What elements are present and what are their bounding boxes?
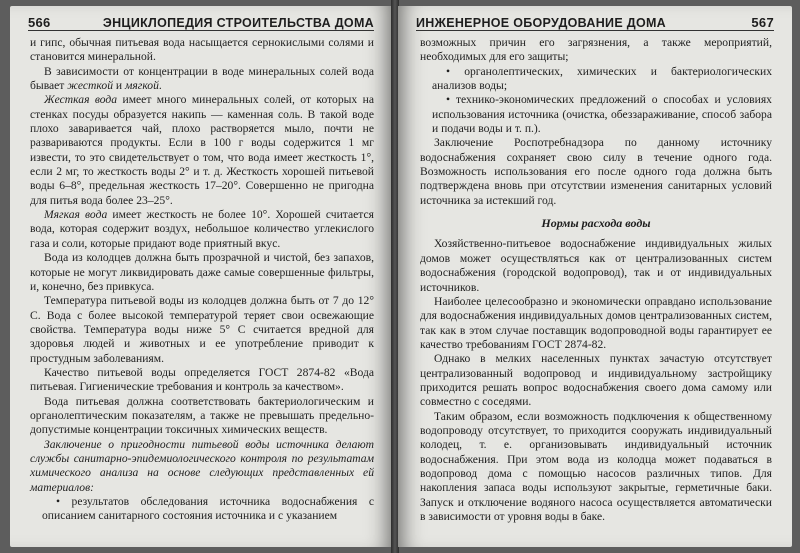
left-running-title: ЭНЦИКЛОПЕДИЯ СТРОИТЕЛЬСТВА ДОМА [102, 16, 374, 30]
section-heading: Нормы расхода воды [541, 216, 651, 231]
paragraph: Мягкая вода имеет жесткость не более 10°. Хорошей считается вода, которая содержит воздух, небольшое количество углекислого газа и соли, которые придают воде приятный вкус. [30, 208, 374, 250]
term-hard-water: Жесткая вода [44, 93, 118, 107]
left-page-number: 566 [28, 15, 51, 30]
paragraph: Заключение Роспотребнадзора по данному источнику водоснабжения сохраняет свою силу в течение одного года. Возможность использования его после одного года должна быть подтверждена вновь при отсутствии изменения санитарных условий источника за истекший год. [420, 136, 772, 207]
term-soft-water: Мягкая вода [44, 208, 108, 222]
paragraph: Вода питьевая должна соответствовать бактериологическим и органолептическим показателям, а также не превышать предельно-допустимые концентрации токсичных химических веществ. [30, 394, 374, 437]
paragraph: Однако в мелких населенных пунктах зачастую отсутствует централизованный водопровод и индивидуальному застройщику приходится решать вопрос водоснабжения своего дома самому или совместно с соседями. [420, 352, 772, 409]
paragraph: Качество питьевой воды определяется ГОСТ 2874-82 «Вода питьевая. Гигиенические требования и контроль за качеством». [30, 365, 374, 394]
paragraph: Вода из колодцев должна быть прозрачной и чистой, без запахов, которые не могут ликвидировать даже самые совершенные фильтры, и, конечно, без привкуса. [30, 251, 374, 293]
right-page-text [420, 36, 772, 543]
right-page-header [416, 12, 774, 31]
paragraph: возможных причин его загрязнения, а также мероприятий, необходимых для его защиты; [420, 36, 772, 64]
bullet-item: • результатов обследования источника водоснабжения с описанием санитарного состояния источника и с указанием [30, 495, 374, 524]
paragraph: Жесткая вода имеет много минеральных солей, от которых на стенках посуды образуется накипь — каменная соль. В такой воде плохо заваривается чай, плохо растворяется мыло, почти не развариваются продукты. Если в 100 г воды содержится 1 мг извести, то это свидетельствует о том, что вода имеет жесткость 1°, если 2 мг, то жесткость воды 2° и т. д. Жесткость хорошей питьевой воды 6–8°, предельная жесткость 17–20°. Совершенно не пригодна для питья вода более 23–25°. [30, 93, 374, 207]
paragraph: Температура питьевой воды из колодцев должна быть от 7 до 12° С. Вода с более высокой температурой теряет свои освежающие свойства. Температура воды ниже 5° С считается вредной для здоровья людей и животных и ее употребление приводит к простудным заболеваниям. [30, 294, 374, 365]
paragraph: Наиболее целесообразно и экономически оправдано использование для водоснабжения индивидуальных домов централизованных систем, так как в этом случае поставщик водопроводной воды гарантирует ее качество требованиям ГОСТ 2874-82. [420, 294, 772, 351]
paragraph: В зависимости от концентрации в воде минеральных солей вода бывает жесткой и мягкой. [30, 64, 374, 93]
bullet-item: • технико-экономических предложений о способах и условиях использования источника (очистка, обеззараживание, способ забора и подачи воды и т. п.). [420, 93, 772, 136]
left-page [10, 6, 392, 547]
paragraph: Таким образом, если возможность подключения к общественному водопроводу отсутствует, то приходится сооружать индивидуальный колодец, т. е. организовывать индивидуальный источник водоснабжения. При этом вода из колодца может подаваться в водопровод дома с помощью насосов различных типов. Для накопления запаса воды используют закрытые, герметичные баки. Запуск и отключение водяного насоса осуществляется автоматически в зависимости от уровня воды в баке. [420, 409, 772, 523]
term-soft: мягкой [125, 79, 159, 93]
paragraph: Хозяйственно-питьевое водоснабжение индивидуальных жилых домов может осуществляться как от централизованных систем водоснабжения (городской водопровод), так и от индивидуальных источников. [420, 237, 772, 294]
right-page-number: 567 [751, 15, 774, 30]
bullet-item: • органолептических, химических и бактериологических анализов воды; [420, 65, 772, 94]
paragraph: и гипс, обычная питьевая вода насыщается сернокислыми солями и становится минеральной. [30, 36, 374, 64]
left-page-header [28, 12, 374, 31]
right-page [398, 6, 792, 547]
left-page-text [30, 36, 374, 543]
term-hard: жесткой [67, 79, 113, 93]
right-running-title: ИНЖЕНЕРНОЕ ОБОРУДОВАНИЕ ДОМА [416, 16, 667, 30]
paragraph: Заключение о пригодности питьевой воды источника делают службы санитарно-эпидемиологического контроля по результатам химического анализа на основе следующих представленных ей материалов: [30, 437, 374, 494]
